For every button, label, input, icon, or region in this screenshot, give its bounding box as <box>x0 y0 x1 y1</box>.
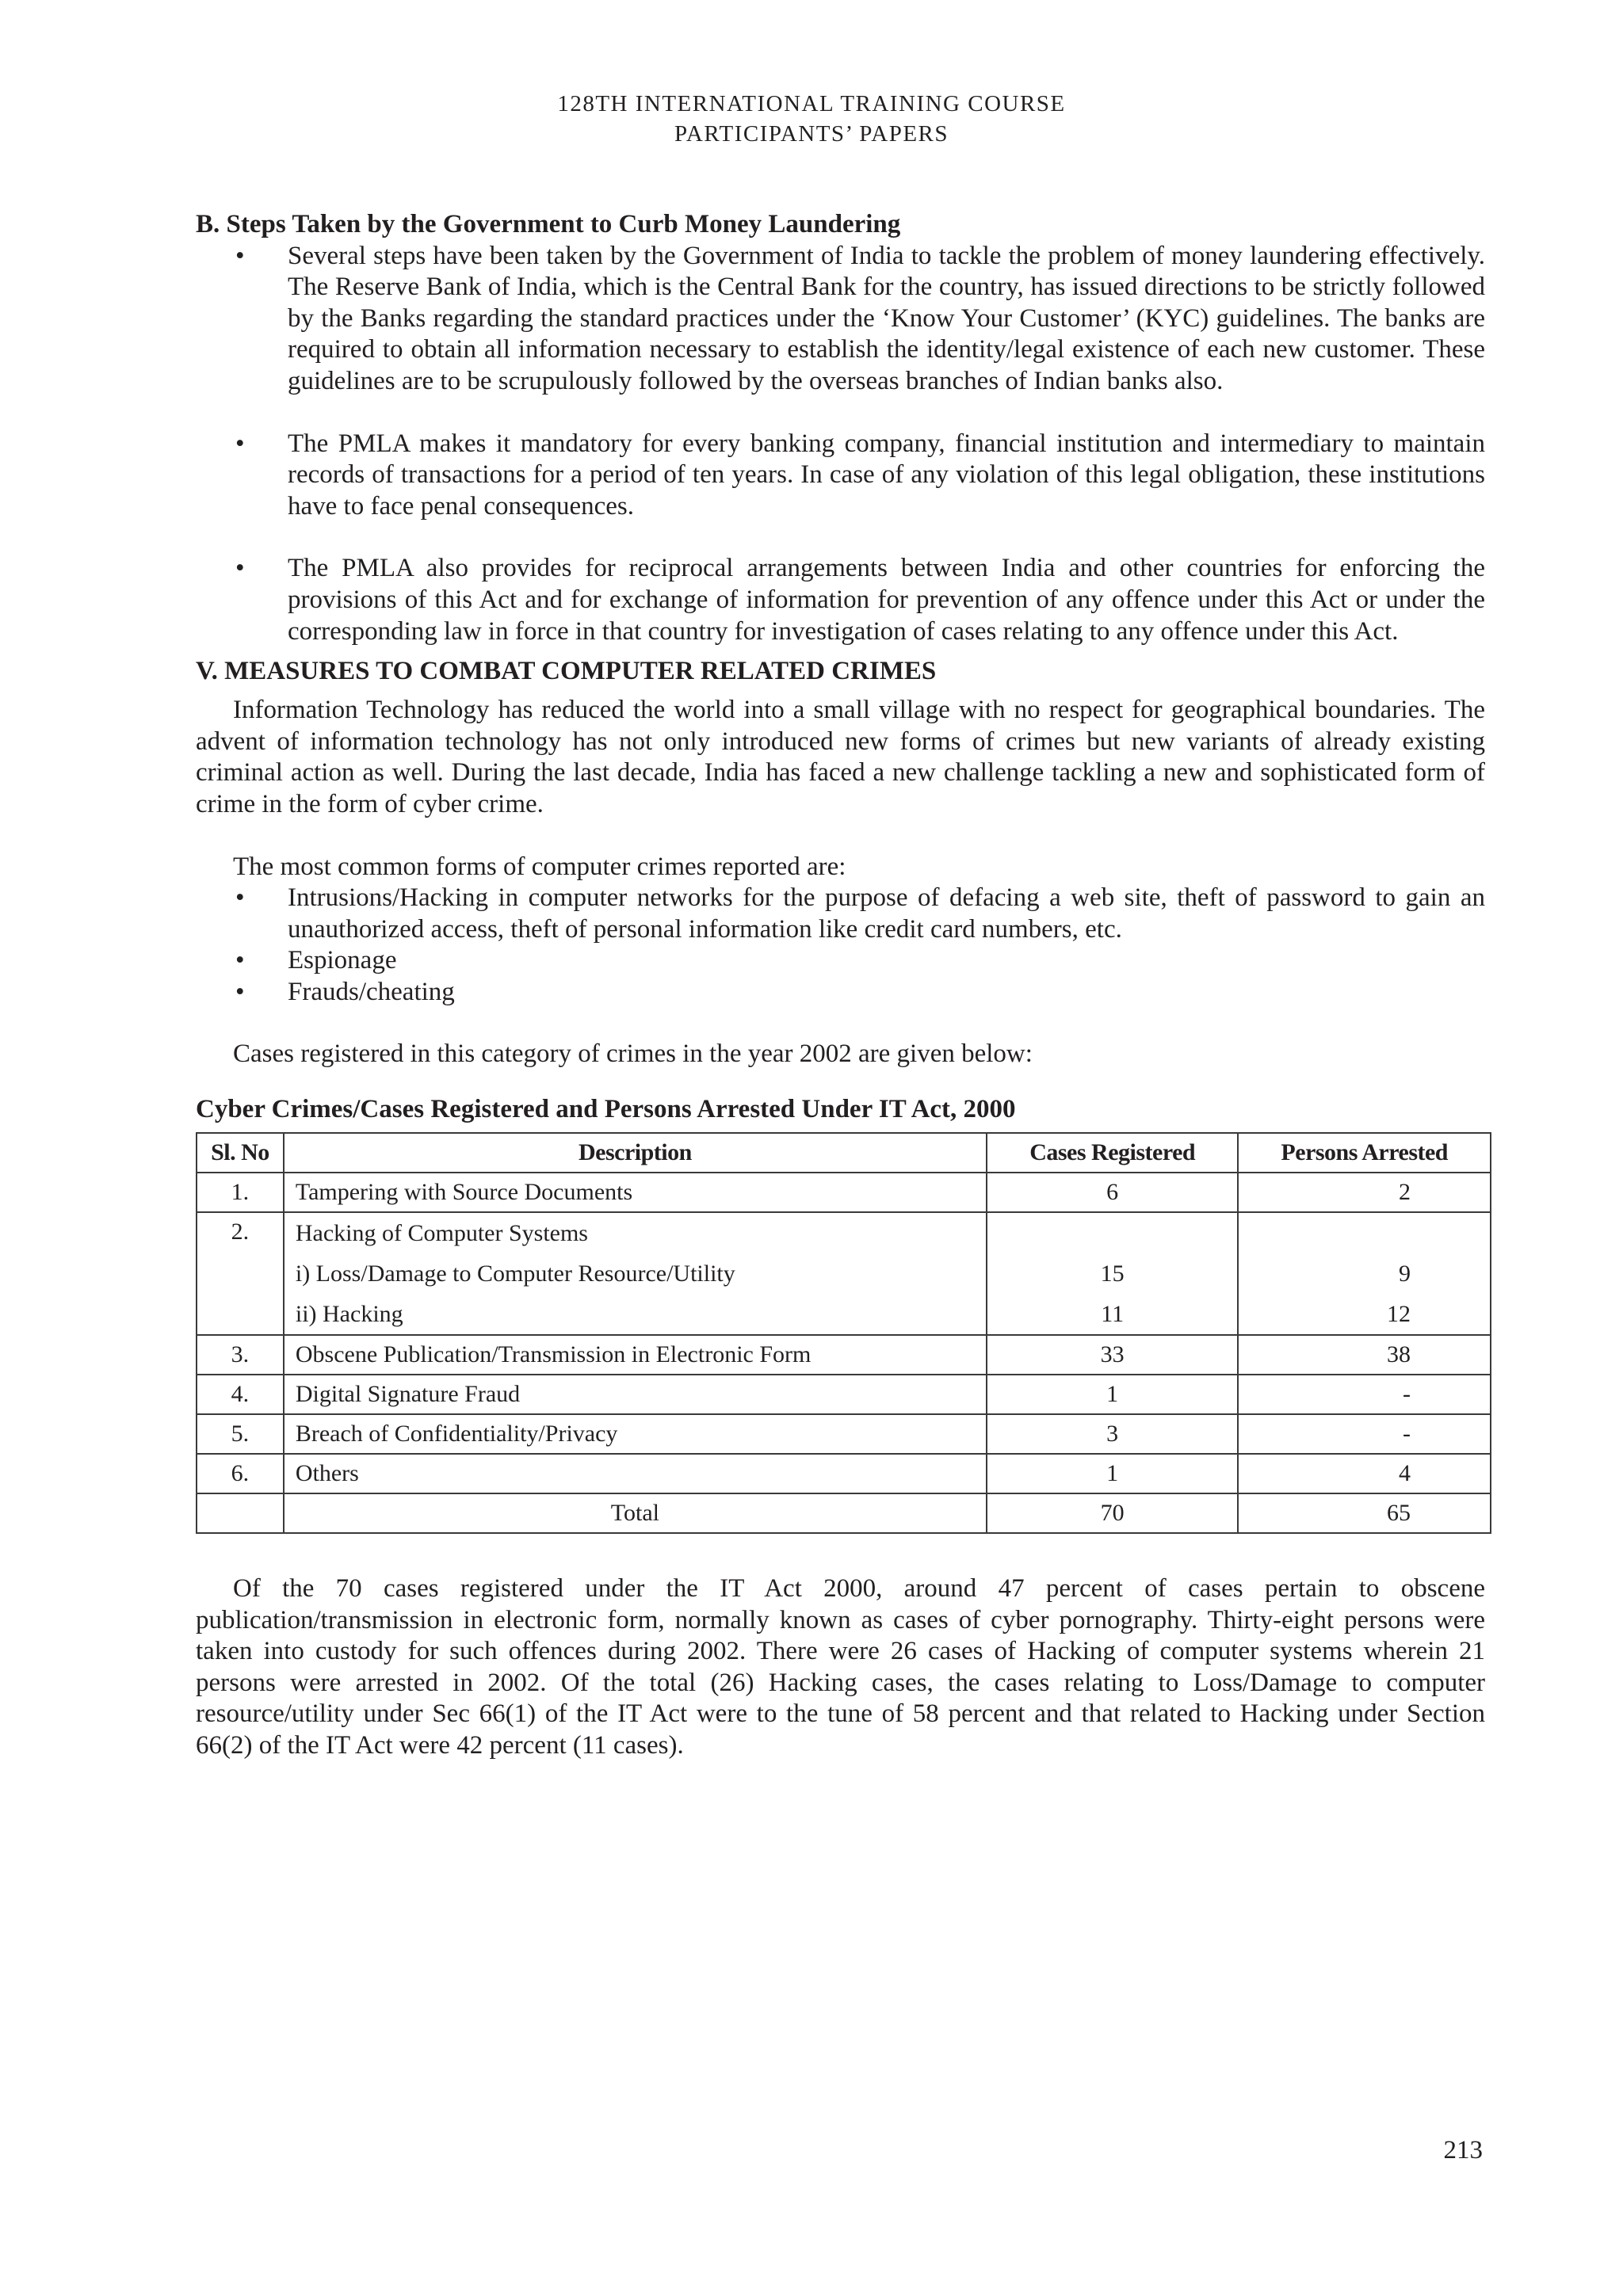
sl-no: 4. <box>197 1375 284 1414</box>
total-label: Total <box>284 1493 987 1533</box>
list-intro: The most common forms of computer crimes reported are: <box>233 852 846 881</box>
persons-arrested <box>1238 1212 1491 1335</box>
persons-arrested: 38 <box>1238 1335 1491 1375</box>
header-line-1: 128TH INTERNATIONAL TRAINING COURSE <box>557 91 1066 116</box>
closing-paragraph: Of the 70 cases registered under the IT Act 2000, around 47 percent of cases pertain to obscene publication/transmission in electronic form, normally known as cases of cyber pornography. Thirty-eight persons were taken into custody for such offences during 2002. There were 26 cases of Hacking of computer systems wherein 21 persons were arrested in 2002. Of the total (26) Hacking cases, the cases relating to Loss/Damage to computer resource/utility under Sec 66(1) of the IT Act were to the tune of 58 percent and that related to Hacking under Section 66(2) of the IT Act were 42 percent (11 cases). <box>196 1574 1485 1760</box>
cases-registered: 3 <box>987 1414 1239 1454</box>
total-cases: 70 <box>987 1493 1239 1533</box>
section-v-title: V. MEASURES TO COMBAT COMPUTER RELATED CRIMES <box>196 657 937 686</box>
section-b-bullets <box>196 241 1485 398</box>
header-sl-no: Sl. No <box>197 1133 284 1173</box>
description: Digital Signature Fraud <box>284 1375 987 1414</box>
header-description: Description <box>284 1133 987 1173</box>
paragraph: Information Technology has reduced the world into a small village with no respect for geographical boundaries. The advent of information technology has not only introduced new forms of crimes but new variants of already existing criminal action as well. During the last decade, India has faced a new challenge tackling a new and sophisticated form of crime in the form of cyber crime. <box>196 696 1485 818</box>
list-item: • Intrusions/Hacking in computer networks for the purpose of defacing a web site, theft of password to gain an unauthorized access, theft of personal information like credit card numbers, etc. <box>196 883 1485 945</box>
table-total-row <box>197 1493 1491 1533</box>
description: Breach of Confidentiality/Privacy <box>284 1414 987 1454</box>
page-number: 213 <box>1443 2136 1483 2164</box>
sub-cases: 15 <box>1100 1261 1125 1287</box>
sl-no: 3. <box>197 1335 284 1375</box>
sub-cases: 11 <box>1101 1301 1125 1328</box>
table-row <box>197 1414 1491 1454</box>
table-row <box>197 1454 1491 1493</box>
section-b-bullets-3 <box>196 553 1485 647</box>
header-line-2: PARTICIPANTS’ PAPERS <box>674 121 949 147</box>
description: Tampering with Source Documents <box>284 1173 987 1212</box>
page-header <box>0 89 1623 149</box>
table-row <box>197 1375 1491 1414</box>
list-item: • Espionage <box>196 945 1485 977</box>
table-row <box>197 1335 1491 1375</box>
table-row <box>197 1212 1491 1335</box>
cases-registered: 33 <box>987 1335 1239 1375</box>
bullet-item: • The PMLA also provides for reciprocal arrangements between India and other countries for enforcing the provisions of this Act and for exchange of information for prevention of any offence under this Act or under the corresponding law in force in that country for investigation of cases relating to any offence under this Act. <box>196 553 1485 647</box>
persons-arrested: - <box>1238 1414 1491 1454</box>
description <box>284 1212 987 1335</box>
sl-no: 6. <box>197 1454 284 1493</box>
cases-registered: 1 <box>987 1375 1239 1414</box>
cases-registered: 6 <box>987 1173 1239 1212</box>
sub-arrested: 12 <box>1387 1301 1411 1328</box>
sl-no-empty <box>197 1493 284 1533</box>
list-item: • Frauds/cheating <box>196 977 1485 1009</box>
cases-registered <box>987 1212 1239 1335</box>
document-body <box>196 209 1485 1762</box>
sub-arrested: 9 <box>1399 1261 1411 1287</box>
sl-no: 1. <box>197 1173 284 1212</box>
table-header-row <box>197 1133 1491 1173</box>
crime-forms-list <box>196 883 1485 1008</box>
total-arrested: 65 <box>1238 1493 1491 1533</box>
section-b-title: B. Steps Taken by the Government to Curb Money Laundering <box>196 210 901 238</box>
table-row <box>197 1173 1491 1212</box>
sl-no: 2. <box>197 1212 284 1335</box>
section-b-bullets-2 <box>196 429 1485 523</box>
sub-description: i) Loss/Damage to Computer Resource/Utility <box>295 1261 735 1287</box>
group-description: Hacking of Computer Systems <box>295 1220 588 1247</box>
description: Others <box>284 1454 987 1493</box>
persons-arrested: - <box>1238 1375 1491 1414</box>
sl-no: 5. <box>197 1414 284 1454</box>
cases-intro: Cases registered in this category of crimes in the year 2002 are given below: <box>233 1039 1033 1069</box>
cases-registered: 1 <box>987 1454 1239 1493</box>
header-cases-registered: Cases Registered <box>987 1133 1239 1173</box>
header-persons-arrested: Persons Arrested <box>1238 1133 1491 1173</box>
table-title: Cyber Crimes/Cases Registered and Persons Arrested Under IT Act, 2000 <box>196 1095 1016 1124</box>
bullet-item: • The PMLA makes it mandatory for every banking company, financial institution and intermediary to maintain records of transactions for a period of ten years. In case of any violation of this legal obligation, these institutions have to face penal consequences. <box>196 429 1485 523</box>
description: Obscene Publication/Transmission in Electronic Form <box>284 1335 987 1375</box>
persons-arrested: 4 <box>1238 1454 1491 1493</box>
persons-arrested: 2 <box>1238 1173 1491 1212</box>
sub-description: ii) Hacking <box>295 1301 403 1328</box>
cyber-crimes-table <box>196 1132 1491 1534</box>
bullet-item: • Several steps have been taken by the Government of India to tackle the problem of money laundering effectively. The Reserve Bank of India, which is the Central Bank for the country, has issued directions to be strictly followed by the Banks regarding the standard practices under the ‘Know Your Customer’ (KYC) guidelines. The banks are required to obtain all information necessary to establish the identity/legal existence of each new customer. These guidelines are to be scrupulously followed by the overseas branches of Indian banks also. <box>196 241 1485 398</box>
